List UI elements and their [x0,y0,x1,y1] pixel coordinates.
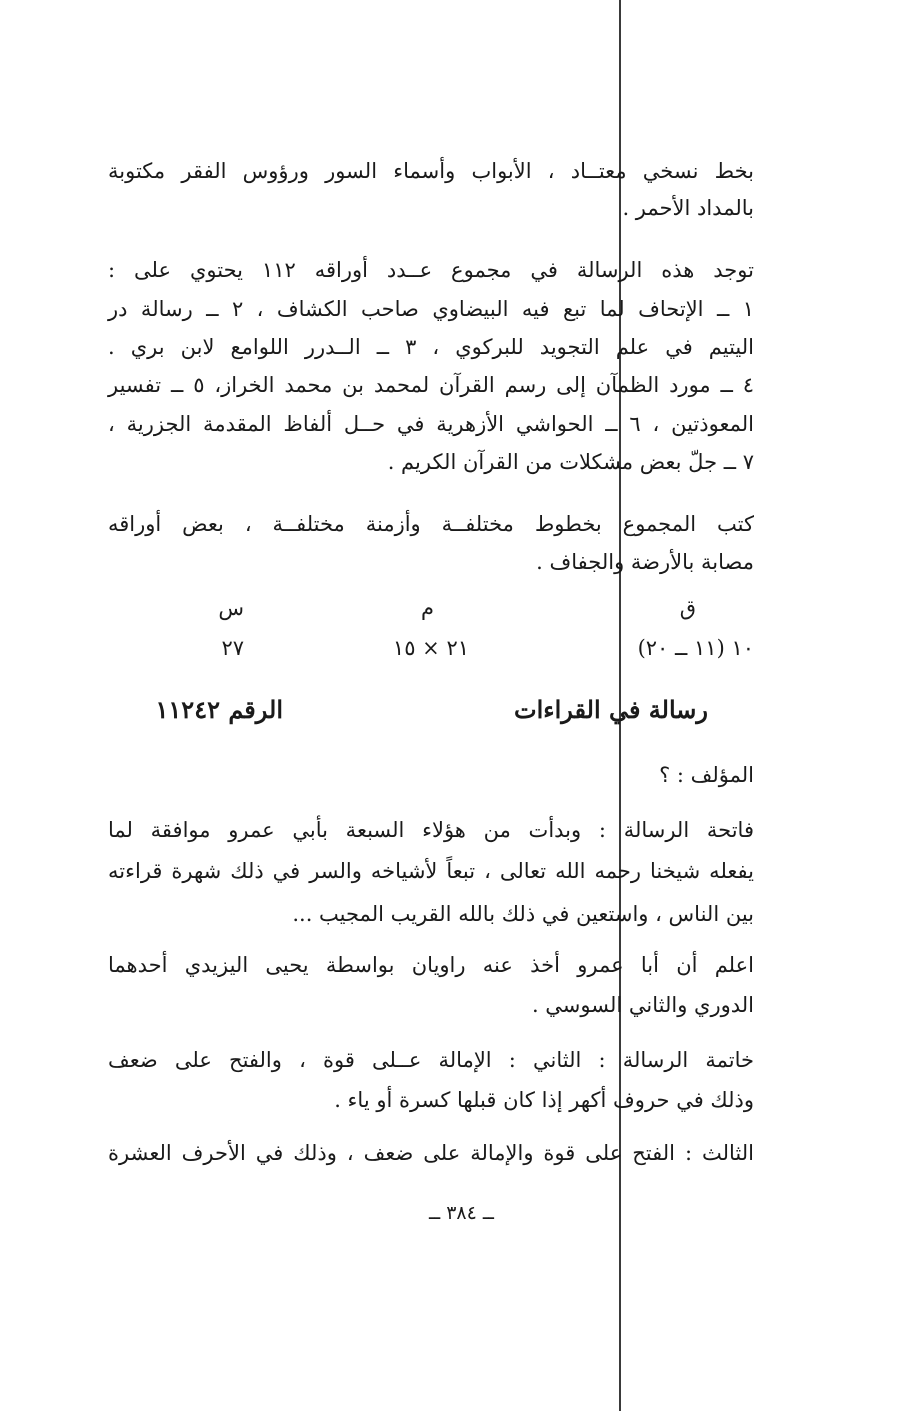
text-line: ١ ــ الإتحاف لما تبع فيه البيضاوي صاحب الكشاف ، ٢ ــ رسالة در [108,297,754,321]
text-line: وذلك في حروف أكهر إذا كان قبلها كسرة أو ياء . [334,1088,754,1112]
text-line: مصابة بالأرضة والجفاف . [536,550,754,574]
text-line: الدوري والثاني السوسي . [531,993,754,1017]
lines-header: س [218,596,244,620]
size-value: ٢١ × ١٥ [392,636,469,660]
leaves-value: ١٠ (١١ ــ ٢٠) [637,636,754,660]
measurements-value-row [108,628,754,668]
text-line: فاتحة الرسالة : وبدأت من هؤلاء السبعة بأبي عمرو موافقة لما [108,818,754,842]
text-line: يفعله شيخنا رحمه الله تعالى ، تبعاً لأشياخه والسر في ذلك شهرة قراءته [108,859,754,883]
text-line: ٤ ــ مورد الظمآن إلى رسم القرآن لمحمد بن محمد الخراز، ٥ ــ تفسير [108,373,755,397]
text-line: ٧ ــ جلّ بعض مشكلات من القرآن الكريم . [387,450,754,474]
text-line: المعوذتين ، ٦ ــ الحواشي الأزهرية في حــل ألفاظ المقدمة الجزرية ، [108,412,754,436]
entry-number: الرقم ١١٢٤٢ [155,695,283,724]
text-line: توجد هذه الرسالة في مجموع عــدد أوراقه ١١٢ يحتوي على : [108,258,754,282]
measurements-header-row [108,588,754,628]
text-line: بخط نسخي معتــاد ، الأبواب وأسماء السور ورؤوس الفقر مكتوبة [108,159,754,183]
text-line: الثالث : الفتح على قوة والإمالة على ضعف ، وذلك في الأحرف العشرة [108,1141,754,1165]
entry-title: رسالة في القراءات [514,695,708,724]
text-line: اعلم أن أبا عمرو أخذ عنه راويان بواسطة يحيى اليزيدي أحدهما [108,953,754,977]
leaves-header: ق [679,596,696,620]
page-number: ــ ٣٨٤ ــ [429,1202,494,1224]
text-line: بين الناس ، واستعين في ذلك بالله القريب المجيب ... [292,902,754,926]
text-line: كتب المجموع بخطوط مختلفــة وأزمنة مختلفــة ، بعض أوراقه [108,512,754,536]
text-line: اليتيم في علم التجويد للبركوي ، ٣ ــ الــدرر اللوامع لابن بري . [108,335,755,359]
text-line: خاتمة الرسالة : الثاني : الإمالة عــلى قوة ، والفتح على ضعف [108,1048,754,1072]
author-line: المؤلف : ؟ [659,763,754,787]
lines-value: ٢٧ [221,636,244,660]
text-line: بالمداد الأحمر . [622,196,754,220]
size-header: م [420,596,434,620]
